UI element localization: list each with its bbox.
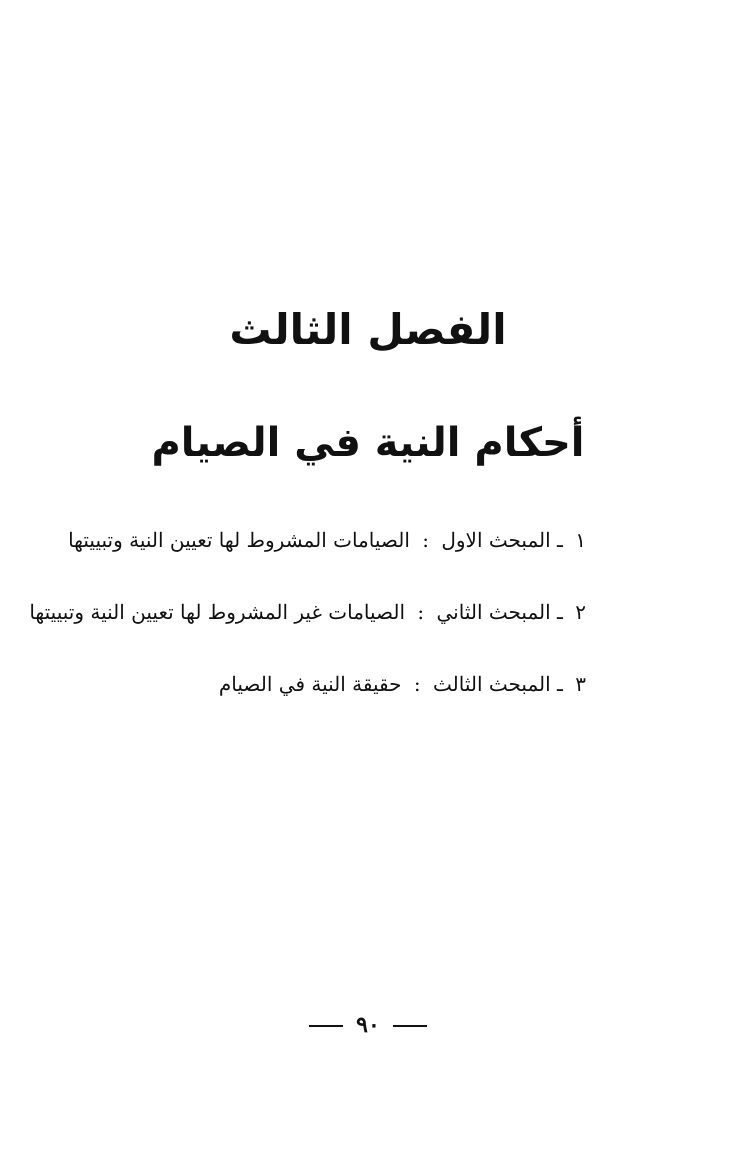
toc-item-separator: : bbox=[417, 600, 425, 624]
toc-item-section: المبحث الثاني bbox=[436, 600, 551, 624]
toc-item-number: ٣ bbox=[575, 672, 586, 696]
toc-item-1: ١ ـ المبحث الاول : الصيامات المشروط لها تعيين النية وتبييتها bbox=[68, 528, 586, 552]
toc-item-text: الصيامات غير المشروط لها تعيين النية وتبييتها bbox=[29, 600, 406, 624]
chapter-title: الفصل الثالث bbox=[229, 305, 507, 354]
page-number-dash-left bbox=[393, 1025, 427, 1027]
page-number bbox=[0, 1010, 736, 1040]
toc-item-3: ٣ ـ المبحث الثالث : حقيقة النية في الصيام bbox=[218, 672, 586, 696]
toc-item-separator: : bbox=[413, 672, 421, 696]
toc-item-number: ٢ bbox=[575, 600, 586, 624]
page-number-value: ٩٠ bbox=[356, 1012, 380, 1038]
toc-item-separator: : bbox=[422, 528, 429, 552]
toc-item-2: ٢ ـ المبحث الثاني : الصيامات غير المشروط لها تعيين النية وتبييتها bbox=[29, 600, 586, 624]
toc-item-text: حقيقة النية في الصيام bbox=[218, 672, 402, 696]
toc-item-section: المبحث الاول bbox=[441, 528, 551, 552]
table-of-contents bbox=[29, 520, 586, 736]
toc-item-number: ١ bbox=[575, 528, 586, 552]
chapter-subtitle: أحكام النية في الصيام bbox=[151, 420, 585, 466]
toc-item-section: المبحث الثالث bbox=[433, 672, 551, 696]
page-number-dash-right bbox=[309, 1025, 343, 1027]
toc-item-text: الصيامات المشروط لها تعيين النية وتبييتها bbox=[68, 528, 410, 552]
